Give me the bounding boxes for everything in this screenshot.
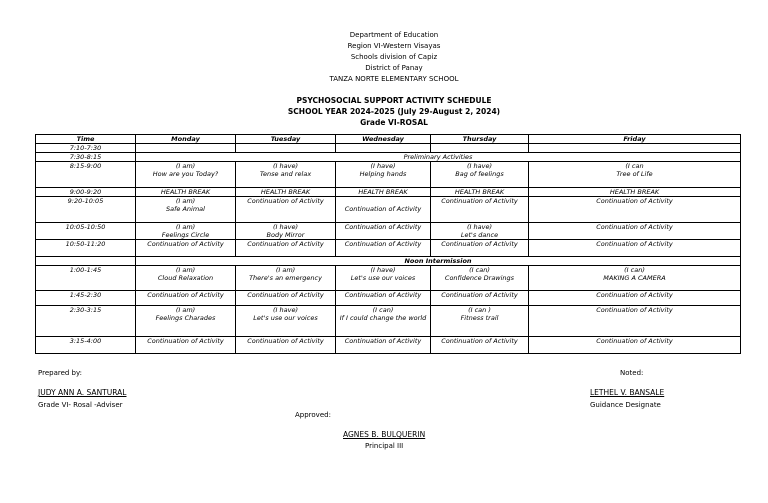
approved-role: Principal III bbox=[365, 442, 404, 450]
table-row bbox=[36, 162, 741, 188]
time-cell: 1:45-2:30 bbox=[36, 291, 136, 306]
column-header-friday: Friday bbox=[529, 135, 741, 144]
activity-cell: Continuation of Activity bbox=[236, 291, 336, 306]
time-cell: 9:00-9:20 bbox=[36, 188, 136, 197]
activity-cell: HEALTH BREAK bbox=[336, 188, 431, 197]
activity-cell: (I have) Let's use our voices bbox=[336, 266, 431, 291]
activity-cell: Continuation of Activity bbox=[236, 337, 336, 354]
activity-cell: Continuation of Activity bbox=[336, 291, 431, 306]
activity-cell: (I can) Confidence Drawings bbox=[431, 266, 529, 291]
activity-cell: Continuation of Activity bbox=[236, 240, 336, 257]
table-row bbox=[36, 291, 741, 306]
activity-cell: Continuation of Activity bbox=[136, 291, 236, 306]
activity-cell: (I am) Safe Animal bbox=[136, 197, 236, 223]
time-cell: 10:05-10:50 bbox=[36, 223, 136, 240]
activity-cell: Continuation of Activity bbox=[529, 197, 741, 223]
table-row bbox=[36, 337, 741, 354]
table-row bbox=[36, 266, 741, 291]
activity-cell: Continuation of Activity bbox=[529, 337, 741, 354]
activity-cell: (I can Tree of Life bbox=[529, 162, 741, 188]
activity-cell: (I can ) Fitness trail bbox=[431, 306, 529, 337]
table-row bbox=[36, 223, 741, 240]
table-row bbox=[36, 144, 741, 153]
table-header-row bbox=[36, 135, 741, 144]
prepared-role: Grade VI- Rosal -Adviser bbox=[38, 401, 123, 409]
activity-cell: (I have) Body Mirror bbox=[236, 223, 336, 240]
activity-cell: Continuation of Activity bbox=[336, 240, 431, 257]
activity-cell: HEALTH BREAK bbox=[529, 188, 741, 197]
prepared-label: Prepared by: bbox=[38, 369, 82, 377]
activity-cell: Continuation of Activity bbox=[529, 291, 741, 306]
time-cell: 2:30-3:15 bbox=[36, 306, 136, 337]
activity-cell: Continuation of Activity bbox=[431, 240, 529, 257]
activity-cell: (I can) MAKING A CAMERA bbox=[529, 266, 741, 291]
column-header-monday: Monday bbox=[136, 135, 236, 144]
column-header-tuesday: Tuesday bbox=[236, 135, 336, 144]
header-line: TANZA NORTE ELEMENTARY SCHOOL bbox=[329, 75, 459, 83]
title-line: Grade VI-ROSAL bbox=[360, 118, 428, 127]
table-row bbox=[36, 306, 741, 337]
table-row bbox=[36, 197, 741, 223]
activity-cell: Continuation of Activity bbox=[336, 197, 431, 223]
approved-name: AGNES B. BULQUERIN bbox=[343, 430, 426, 439]
approved-label: Approved: bbox=[295, 411, 331, 419]
activity-cell: (I have) Let's dance bbox=[431, 223, 529, 240]
activity-cell: (I have) Bag of feelings bbox=[431, 162, 529, 188]
table-row bbox=[36, 257, 741, 266]
schedule-table bbox=[35, 134, 741, 354]
activity-cell: Continuation of Activity bbox=[431, 337, 529, 354]
span-cell: Preliminary Activities bbox=[136, 153, 741, 162]
activity-cell: Continuation of Activity bbox=[529, 240, 741, 257]
activity-cell: Continuation of Activity bbox=[431, 197, 529, 223]
header-line: Schools division of Capiz bbox=[350, 53, 438, 61]
activity-cell: (I can) If I could change the world bbox=[336, 306, 431, 337]
table-row bbox=[36, 188, 741, 197]
activity-cell: Continuation of Activity bbox=[336, 223, 431, 240]
time-cell: 3:15-4:00 bbox=[36, 337, 136, 354]
activity-cell: Continuation of Activity bbox=[431, 291, 529, 306]
activity-cell bbox=[336, 144, 431, 153]
title-line: PSYCHOSOCIAL SUPPORT ACTIVITY SCHEDULE bbox=[296, 96, 492, 105]
activity-cell: HEALTH BREAK bbox=[136, 188, 236, 197]
time-cell bbox=[36, 257, 136, 266]
activity-cell: HEALTH BREAK bbox=[431, 188, 529, 197]
activity-cell bbox=[236, 144, 336, 153]
activity-cell: Continuation of Activity bbox=[236, 197, 336, 223]
noted-role: Guidance Designate bbox=[590, 401, 661, 409]
time-cell: 8:15-9:00 bbox=[36, 162, 136, 188]
header-line: District of Panay bbox=[365, 64, 423, 72]
prepared-name: JUDY ANN A. SANTURAL bbox=[38, 388, 127, 397]
activity-cell: HEALTH BREAK bbox=[236, 188, 336, 197]
noted-name: LETHEL V. BANSALE bbox=[590, 388, 665, 397]
activity-cell: (I am) Cloud Relaxation bbox=[136, 266, 236, 291]
time-cell: 1:00-1:45 bbox=[36, 266, 136, 291]
column-header-time: Time bbox=[36, 135, 136, 144]
activity-cell: Continuation of Activity bbox=[136, 337, 236, 354]
span-cell: Noon Intermission bbox=[136, 257, 741, 266]
activity-cell: Continuation of Activity bbox=[136, 240, 236, 257]
time-cell: 7:10-7:30 bbox=[36, 144, 136, 153]
activity-cell: (I have) Tense and relax bbox=[236, 162, 336, 188]
activity-cell: (I am) Feelings Charades bbox=[136, 306, 236, 337]
table-row bbox=[36, 153, 741, 162]
column-header-wednesday: Wednesday bbox=[336, 135, 431, 144]
activity-cell: Continuation of Activity bbox=[529, 306, 741, 337]
column-header-thursday: Thursday bbox=[431, 135, 529, 144]
activity-cell: Continuation of Activity bbox=[529, 223, 741, 240]
time-cell: 7:30-8:15 bbox=[36, 153, 136, 162]
time-cell: 9:20-10:05 bbox=[36, 197, 136, 223]
header-line: Region VI-Western Visayas bbox=[347, 42, 441, 50]
activity-cell bbox=[136, 144, 236, 153]
title-line: SCHOOL YEAR 2024-2025 (July 29-August 2, 2024) bbox=[287, 107, 501, 116]
activity-cell bbox=[529, 144, 741, 153]
activity-cell: Continuation of Activity bbox=[336, 337, 431, 354]
activity-cell: (I have) Helping hands bbox=[336, 162, 431, 188]
activity-cell: (I am) There's an emergency bbox=[236, 266, 336, 291]
noted-label: Noted: bbox=[620, 369, 644, 377]
time-cell: 10:50-11:20 bbox=[36, 240, 136, 257]
activity-cell bbox=[431, 144, 529, 153]
activity-cell: (I am) Feelings Circle bbox=[136, 223, 236, 240]
activity-cell: (I am) How are you Today? bbox=[136, 162, 236, 188]
table-row bbox=[36, 240, 741, 257]
header-line: Department of Education bbox=[349, 31, 439, 39]
activity-cell: (I have) Let's use our voices bbox=[236, 306, 336, 337]
